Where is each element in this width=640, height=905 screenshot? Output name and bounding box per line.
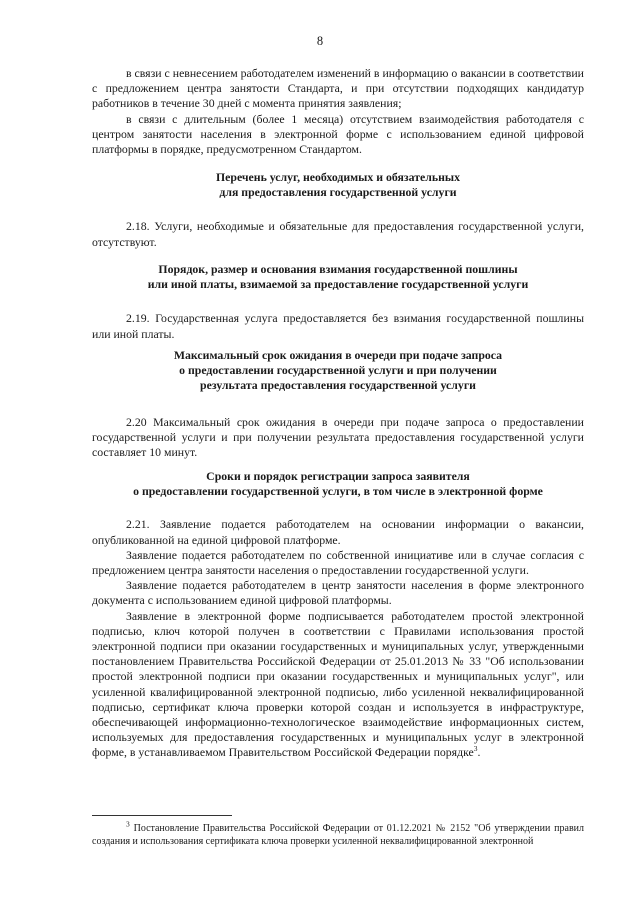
top-paragraphs [92, 66, 584, 157]
section-heading: Максимальный срок ожидания в очереди при подаче запроса о предоставлении государственной услуги и при получении результата предоставления государственной услуги [173, 348, 503, 393]
paragraph: 2.19. Государственная услуга предоставляется без взимания государственной пошлины или иной платы. [92, 311, 584, 341]
paragraph: 2.20 Максимальный срок ожидания в очереди при подаче запроса о предоставлении государственной услуги и при получении результата предоставления государственной услуги составляет 10 минут. [92, 414, 584, 460]
paragraph: Заявление в электронной форме подписывается работодателем простой электронной подписью, ключ которой получен в соответствии с Правилами использования простой электронной подписи при оказании государственных и муниципальных услуг, утвержденными постановлением Правительства Российской Федерации от 25.01.2013 № 33 "Об использовании простой электронной подписи при оказании государственных и муниципальных услуг", или усиленной квалифицированной электронной подписью, либо усиленной неквалифицированной подписью, сертификат ключа проверки которой создан и используется в инфраструктуре, обеспечивающей информационно-технологическое взаимодействие информационных систем, используемых для предоставления государственных и муниципальных услуг в электронной форме, в устанавливаемом Правительством Российской Федерации порядке$^3$. [92, 608, 584, 760]
paragraph: Заявление подается работодателем в центр занятости населения в форме электронного документа с использованием единой цифровой платформы. [92, 578, 584, 608]
paragraph: в связи с невнесением работодателем изменений в информацию о вакансии в соответствии с предложением центра занятости Стандарта, и при отсутствии подходящих кандидатур работников в течение 30 дней с момента принятия заявления; [92, 66, 584, 111]
page-number: 8 [316, 34, 324, 48]
section-queue-time [92, 348, 584, 460]
paragraph: 2.21. Заявление подается работодателем на основании информации о вакансии, опубликованной на единой цифровой платформе. [92, 517, 584, 547]
footnote-mark: 3 [126, 819, 130, 829]
section-heading: Сроки и порядок регистрации запроса заявителя о предоставлении государственной услуги, в том числе в электронной форме [133, 469, 543, 499]
section-registration [92, 469, 584, 761]
section-state-fee [92, 262, 584, 342]
footnote-separator [92, 815, 232, 816]
section-heading: Порядок, размер и основания взимания государственной пошлины или иной платы, взимаемой за предоставление государственной услуги [147, 262, 529, 292]
footnote-text: Постановление Правительства Российской Федерации от 01.12.2021 № 2152 "Об утверждении правил создания и использования сертификата ключа проверки усиленной неквалифицированной электронной [92, 823, 585, 848]
paragraph: в связи с длительным (более 1 месяца) отсутствием взаимодействия работодателя с центром занятости населения в электронной форме с использованием единой цифровой платформы в порядке, предусмотренном Стандартом. [92, 111, 584, 157]
footnote [92, 819, 585, 848]
section-heading: Перечень услуг, необходимых и обязательных для предоставления государственной услуги [215, 170, 460, 200]
footnote-ref[interactable]: 3 [473, 744, 478, 754]
paragraph: 2.18. Услуги, необходимые и обязательные для предоставления государственной услуги, отсутствуют. [92, 219, 584, 249]
section-required-services [92, 170, 584, 250]
paragraph: Заявление подается работодателем по собственной инициативе или в случае согласия с предложением центра занятости населения о предоставлении государственной услуги. [92, 547, 584, 578]
